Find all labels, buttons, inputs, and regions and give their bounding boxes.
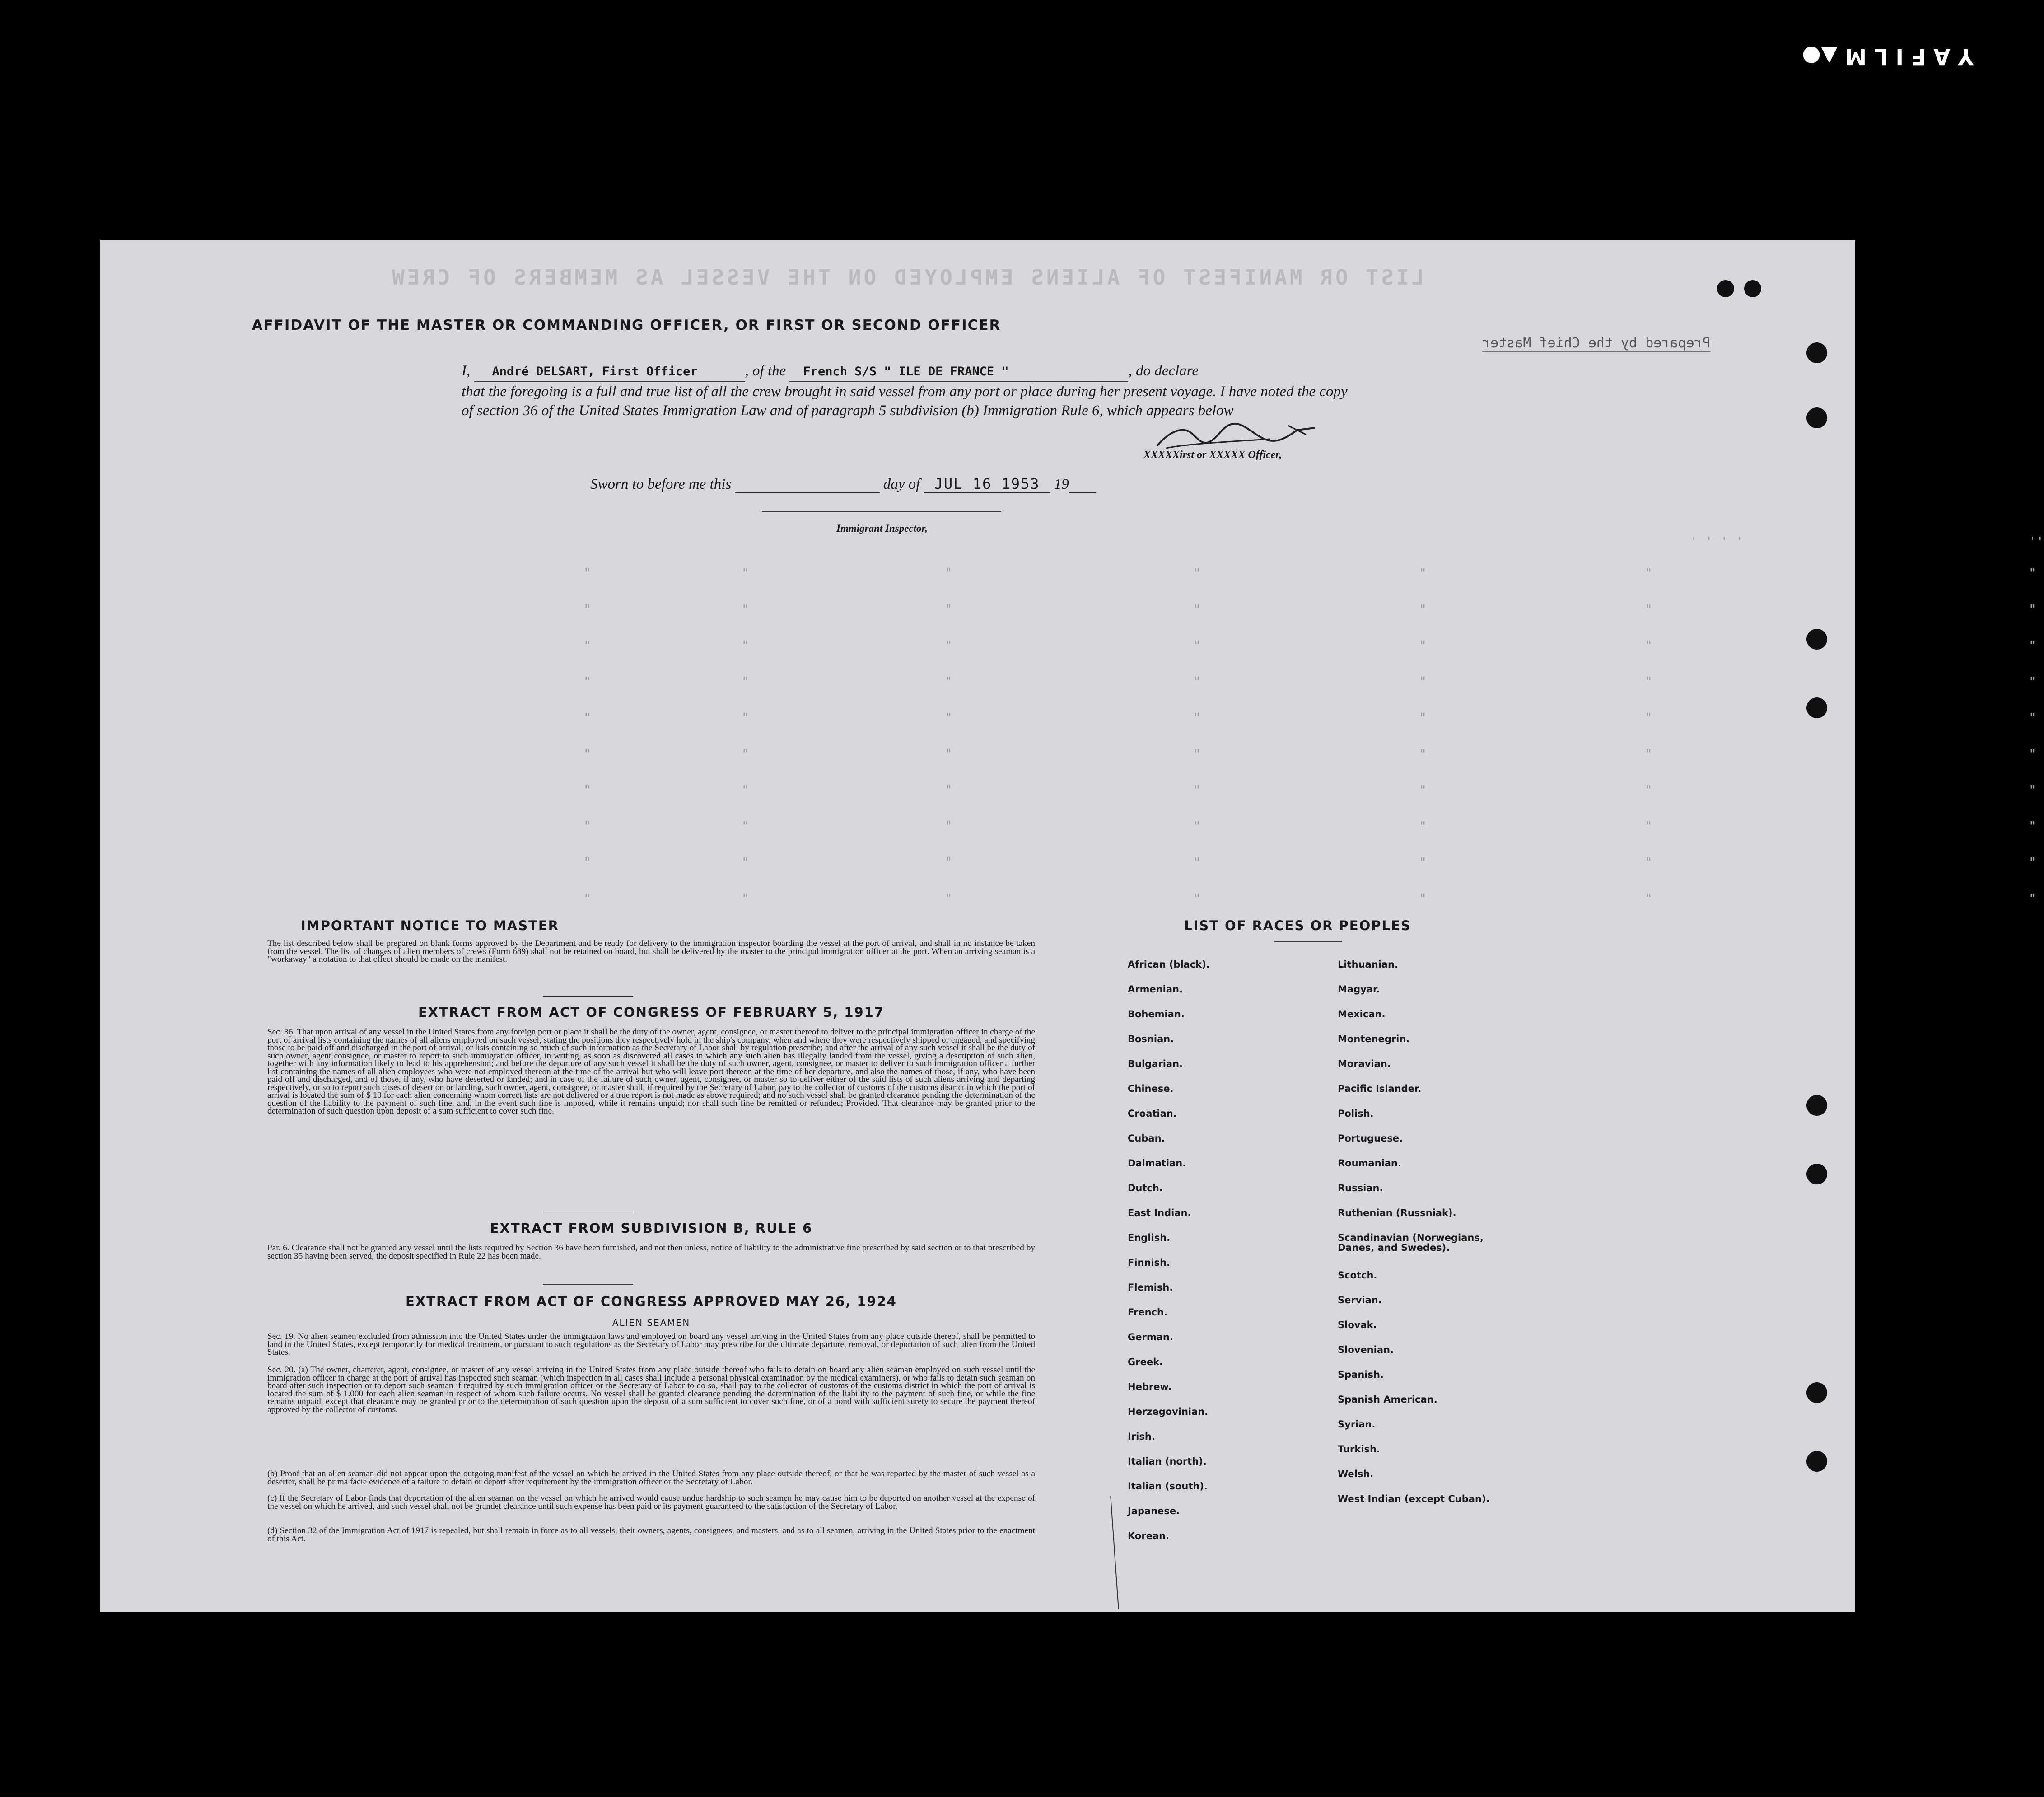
manifest-sheet: LIST OR MANIFEST OF ALIENS EMPLOYED ON THE VESSEL AS MEMBERS OF CREW Prepared by the Chief Master ' ' ' ' '' " " " " " " " " " " " " " " " " " " " " " " " " " " " " " " " " " " " " " " " " " " " " " " " " " " " " " " " " " " " " " " " " " " " " " " AFFIDAVIT OF THE MASTER OR COMMANDING OFFICER, OR FIRST OR SECOND OFFICER I, André DELSART, First Officer , of the French S/S " ILE DE FRANCE " , do declare that the foregoing is a full and true list of all the crew brought in said vessel from any port or place during her present voyage. I have noted the copy of section 36 of the United States Immigration Law and of paragraph 5 subdivision (b) Immigration Rule 6, which appears below XXXXXirst or XXXXX Officer, Sworn to before me this day of JUL 16 1953 19 Immigrant Inspector, IMPORTANT NOTICE TO MASTER The list described below shall be prepared on blank forms approved by the Department and be ready for delivery to the immigration inspector boarding the vessel at the port of arrival, and shall in no instance be taken from the vessel. The list of changes of alien members of crews (Form 689) shall not be retained on board, but shall be delivered by the master to the principal immigration officer at the port. When an arriving seaman is a "workaway" a notation to that effect should be made on the manifest. EXTRACT FROM ACT OF CONGRESS OF FEBRUARY 5, 1917 Sec. 36. That upon arrival of any vessel in the United States from any foreign port or place it shall be the duty of the owner, agent, consignee, or master thereof to deliver to the principal immigration officer in charge of the port of arrival lists containing the names of all aliens employed on such vessel, stating the positions they respectively hold in the ship's company, when and where they were respectively shipped or engaged, and specifying those to be paid off and discharged in the port of arrival; or lists containing so much of such information as the Secretary of Labor shall by regulation prescribe; and after the arrival of any such vessel it shall be the duty of such owner, agent consignee, or master to report to such immigration officer, in writing, as soon as discovered all cases in which any such alien has illegally landed from the vessel, giving a description of such alien, together with any information likely to lead to his apprehension; and before the departure of any such vessel it shall be the duty of such owner, agent, consignee, or master to deliver to such immigration officer a further list containing the names of all alien employees who were not employed thereon at the time of the arrival but who will leave port thereon at the time of her departure, and also the names of those, if any, who have been paid off and discharged, and of those, if any, who have deserted or landed; and in case of the failure of such owner, agent, consignee, or master so to deliver either of the said lists of such aliens arriving and departing respectively, or so to report such cases of desertion or landing, such owner, agent, consignee, or master shall, if required by the Secretary of Labor, pay to the collector of customs of the customs district in which the port of arrival is located the sum of $ 10 for each alien concerning whom correct lists are not delivered or a true report is not made as above required; and no such vessel shall be granted clearance pending the determination of the question of the liability to the payment of such fine, and, in the event such fine is imposed, while it remains unpaid; nor shall such fine be remitted or refunded; Provided. That clearance may be granted prior to the determination of such question upon deposit of a sum sufficient to cover such fine. EXTRACT FROM SUBDIVISION B, RULE 6 Par. 6. Clearance shall not be granted any vessel until the lists required by Section 36 have been furnished, and not then unless, notice of liability to the administrative fine prescribed by said section or to that prescribed by section 35 having been served, the deposit specified in Rule 22 has been made. EXTRACT FROM ACT OF CONGRESS APPROVED MAY 26, 1924 ALIEN SEAMEN Sec. 19. No alien seamen excluded from admission into the United States under the immigration laws and employed on board any vessel arriving in the United States from any place outside thereof, shall be permitted to land in the United States, except temporarily for medical treatment, or pursuant to such regulations as the Secretary of Labor may prescribe for the ultimate departure, removal, or deportation of such alien from the United States. Sec. 20. (a) The owner, charterer, agent, consignee, or master of any vessel arriving in the United States from any place outside thereof who fails to detain on board any alien seaman employed on such vessel until the immigration officer in charge at the port of arrival has inspected such seaman (which inspection in all cases shall include a personal physical examination by the medical examiners), or who fails to detain such seaman on board after such inspection or to deport such seaman if required by such immigration officer or the Secretary of Labor to do so, shall pay to the collector of customs of the customs district in which the port of arrival is located the sum of $ 1.000 for each alien seaman in respect of whom such failure occurs. No vessel shall be granted clearance pending the determination of the liability to the payment of such fine, or while the fine remains unpaid, except that clearance may be granted prior to the determination of such question upon the deposit of a sum sufficient to cover such fine, or of a bond with sufficient surety to secure the payment thereof approved by the collector of customs. (b) Proof that an alien seaman did not appear upon the outgoing manifest of the vessel on which he arrived in the United States from any place outside thereof, or that he was reported by the master of such vessel as a deserter, shall be prima facie evidence of a failure to detain or deport after requirement by the immigration officer or the Secretary of Labor. (c) If the Secretary of Labor finds that deportation of the alien seaman on the vessel on which he arrived would cause undue hardship to such seamen he may cause him to be deported on another vessel at the expense of the vessel on which he arrived, and such vessel shall not be grandet clearance until such expense has been paid or its payment guaranteed to the satisfaction of the Secretary of Labor. (d) Section 32 of the Immigration Act of 1917 is repealed, but shall remain in force as to all vessels, their owners, agents, consignees, and masters, and as to all seamen, arriving in the United States prior to the enactment of this Act. LIST OF RACES OR PEOPLES African (black). Armenian. Bohemian. Bosnian. Bulgarian. Chinese. Croatian. Cuban. Dalmatian. Dutch. East Indian. English. Finnish. Flemish. French. German. Greek. Hebrew. Herzegovinian. Irish. Italian (north). Italian (south). Japanese. Korean. Lithuanian. Magyar. Mexican. Montenegrin. Moravian. Pacific Islander. Polish. Portuguese. Roumanian. Russian. Ruthenian (Russniak). Scandinavian (Norwegians, Danes, and Swedes). Scotch. Servian. Slovak. Slovenian. Spanish. Spanish American. Syrian. Turkish. Welsh. West Indian (except Cuban).	[100, 240, 1855, 1612]
film-edge-marks: Y A F I L M ▲●	[1802, 44, 1974, 69]
race-item: Mexican.	[1338, 1009, 1386, 1020]
vessel-name: French S/S " ILE DE FRANCE "	[789, 362, 1128, 382]
race-item: French.	[1128, 1307, 1167, 1318]
race-item: Chinese.	[1128, 1083, 1174, 1094]
day-of-label: day of	[883, 476, 920, 492]
year-prefix: 19	[1054, 476, 1069, 492]
race-item: English.	[1128, 1232, 1171, 1243]
race-item: Montenegrin.	[1338, 1034, 1410, 1044]
race-item: East Indian.	[1128, 1207, 1191, 1218]
race-item: Dalmatian.	[1128, 1158, 1186, 1169]
race-item: Irish.	[1128, 1431, 1155, 1442]
punch-hole	[1806, 1451, 1827, 1472]
signature-caption: XXXXXirst or XXXXX Officer,	[1143, 449, 1282, 461]
extract-rule6-title: EXTRACT FROM SUBDIVISION B, RULE 6	[490, 1221, 813, 1236]
sworn-line	[590, 475, 1096, 493]
signature	[1153, 421, 1324, 453]
races-right-column	[1338, 959, 1500, 1519]
sworn-label: Sworn to before me this	[590, 476, 732, 492]
punch-hole	[1806, 1382, 1827, 1403]
affidavit-text: that the foregoing is a full and true list of all the crew brought in said vessel from any port or place during her present voyage. I have noted the copy of section 36 of the United States Immigration Law and of paragraph 5 subdivision (b) Immigration Rule 6, which appears below	[462, 384, 1348, 419]
sec-19-text: Sec. 19. No alien seamen excluded from admission into the United States under the immigration laws and employed on board any vessel arriving in the United States from any place outside thereof, shall be permitted to land in the United States, except temporarily for medical treatment, or pursuant to such regulations as the Secretary of Labor may prescribe for the ultimate departure, removal, or deportation of such alien from the United States.	[267, 1332, 1035, 1357]
race-item: Armenian.	[1128, 984, 1183, 995]
race-item: Moravian.	[1338, 1058, 1391, 1069]
race-item: Flemish.	[1128, 1282, 1173, 1293]
race-item: Pacific Islander.	[1338, 1083, 1422, 1094]
punch-hole	[1806, 407, 1827, 428]
notice-text: The list described below shall be prepared on blank forms approved by the Department and be ready for delivery to the immigration inspector boarding the vessel at the port of arrival, and shall in no instance be taken from the vessel. The list of changes of alien members of crews (Form 689) shall not be retained on board, but shall be delivered by the master to the principal immigration officer at the port. When an arriving seaman is a "workaway" a notation to that effect should be made on the manifest.	[267, 939, 1035, 964]
race-item: Hebrew.	[1128, 1381, 1172, 1392]
extract-1917-text: Sec. 36. That upon arrival of any vessel in the United States from any foreign port or place it shall be the duty of the owner, agent, consignee, or master thereof to deliver to the principal immigration officer in charge of the port of arrival lists containing the names of all aliens employed on such vessel, stating the positions they respectively hold in the ship's company, when and where they were respectively shipped or engaged, and specifying those to be paid off and discharged in the port of arrival; or lists containing so much of such information as the Secretary of Labor shall by regulation prescribe; and after the arrival of any such vessel it shall be the duty of such owner, agent consignee, or master to report to such immigration officer, in writing, as soon as discovered all cases in which any such alien has illegally landed from the vessel, giving a description of such alien, together with any information likely to lead to his apprehension; and before the departure of any such vessel it shall be the duty of such owner, agent, consignee, or master to deliver to such immigration officer a further list containing the names of all alien employees who were not employed thereon at the time of the arrival but who will leave port thereon at the time of her departure, and also the names of those, if any, who have been paid off and discharged, and of those, if any, who have deserted or landed; and in case of the failure of such owner, agent, consignee, or master so to deliver either of the said lists of such aliens arriving and departing respectively, or so to report such cases of desertion or landing, such owner, agent, consignee, or master shall, if required by the Secretary of Labor, pay to the collector of customs of the customs district in which the port of arrival is located the sum of $ 10 for each alien concerning whom correct lists are not delivered or a true report is not made as above required; and no such vessel shall be granted clearance pending the determination of the question of the liability to the payment of such fine, and, in the event such fine is imposed, while it remains unpaid; nor shall such fine be remitted or refunded; Provided. That clearance may be granted prior to the determination of such question upon deposit of a sum sufficient to cover such fine.	[267, 1027, 1036, 1116]
race-item: Polish.	[1338, 1108, 1374, 1119]
race-item: Spanish.	[1338, 1369, 1384, 1380]
race-item: African (black).	[1128, 959, 1210, 970]
races-title: LIST OF RACES OR PEOPLES	[1184, 918, 1411, 933]
race-item: Dutch.	[1128, 1183, 1163, 1193]
race-item: Slovenian.	[1338, 1344, 1394, 1355]
race-item: West Indian (except Cuban).	[1338, 1493, 1490, 1504]
race-item: Russian.	[1338, 1183, 1383, 1193]
do-declare-label: , do declare	[1128, 363, 1199, 379]
race-item: German.	[1128, 1332, 1173, 1343]
divider	[1274, 941, 1342, 942]
race-item: Croatian.	[1128, 1108, 1177, 1119]
race-item: Servian.	[1338, 1295, 1382, 1306]
race-item: Lithuanian.	[1338, 959, 1398, 970]
punch-hole	[1806, 697, 1827, 718]
alien-seamen-subtitle: ALIEN SEAMEN	[612, 1317, 691, 1328]
prepared-by-note: Prepared by the Chief Master	[1482, 335, 1711, 351]
race-item: Italian (north).	[1128, 1456, 1207, 1467]
race-item: Turkish.	[1338, 1444, 1380, 1455]
punch-hole	[1806, 1164, 1827, 1184]
notice-title: IMPORTANT NOTICE TO MASTER	[300, 918, 560, 933]
divider	[543, 996, 633, 997]
race-item: Syrian.	[1338, 1419, 1376, 1430]
race-item: Cuban.	[1128, 1133, 1165, 1144]
of-the-label: , of the	[745, 363, 786, 379]
extract-1924-title: EXTRACT FROM ACT OF CONGRESS APPROVED MAY 26, 1924	[406, 1294, 897, 1309]
race-item: Bohemian.	[1128, 1009, 1185, 1020]
race-item: Bosnian.	[1128, 1034, 1174, 1044]
race-item: Greek.	[1128, 1357, 1163, 1367]
extract-rule6-text: Par. 6. Clearance shall not be granted any vessel until the lists required by Section 36 have been furnished, and not then unless, notice of liability to the administrative fine prescribed by said section or to that prescribed by section 35 having been served, the deposit specified in Rule 22 has been made.	[267, 1243, 1035, 1261]
stray-mark	[1110, 1496, 1119, 1609]
officer-name: André DELSART, First Officer	[474, 362, 745, 382]
race-item: Herzegovinian.	[1128, 1406, 1209, 1417]
day-blank	[735, 492, 880, 493]
sec-20d-text: (d) Section 32 of the Immigration Act of 1917 is repealed, but shall remain in force as to all vessels, their owners, agents, consignees, and masters, and as to all seamen, arriving in the United States prior to the enactment of this Act.	[267, 1526, 1035, 1544]
year-blank	[1069, 492, 1096, 493]
inspector-label: Immigrant Inspector,	[836, 523, 928, 534]
race-item: Magyar.	[1338, 984, 1380, 995]
divider	[543, 1284, 633, 1285]
ghost-title: LIST OR MANIFEST OF ALIENS EMPLOYED ON THE VESSEL AS MEMBERS OF CREW	[389, 265, 1424, 290]
race-item: Korean.	[1128, 1530, 1170, 1541]
race-item: Finnish.	[1128, 1257, 1171, 1268]
sec-20a-text: Sec. 20. (a) The owner, charterer, agent, consignee, or master of any vessel arriving in the United States from any place outside thereof who fails to detain on board any alien seaman employed on such vessel until the immigration officer in charge at the port of arrival has inspected such seaman (which inspection in all cases shall include a personal physical examination by the medical examiners), or who fails to detain such seaman on board after such inspection or to deport such seaman if required by such immigration officer or the Secretary of Labor to do so, shall pay to the collector of customs of the customs district in which the port of arrival is located the sum of $ 1.000 for each alien seaman in respect of whom such failure occurs. No vessel shall be granted clearance pending the determination of the liability to the payment of such fine, or while the fine remains unpaid, except that clearance may be granted prior to the determination of such question upon the deposit of a sum sufficient to cover such fine, or of a bond with sufficient surety to secure the payment thereof approved by the collector of customs.	[267, 1365, 1035, 1414]
race-item: Japanese.	[1128, 1506, 1180, 1516]
race-item: Bulgarian.	[1128, 1058, 1183, 1069]
i-label: I,	[462, 363, 471, 379]
race-item: Scotch.	[1338, 1270, 1377, 1281]
race-item: Scandinavian (Norwegians, Danes, and Swedes).	[1338, 1232, 1484, 1253]
race-item: Spanish American.	[1338, 1394, 1437, 1405]
race-item: Portuguese.	[1338, 1133, 1403, 1144]
race-item: Welsh.	[1338, 1469, 1374, 1479]
race-item: Ruthenian (Russniak).	[1338, 1207, 1456, 1218]
race-item: Slovak.	[1338, 1320, 1377, 1330]
race-item: Roumanian.	[1338, 1158, 1401, 1169]
affidavit-title: AFFIDAVIT OF THE MASTER OR COMMANDING OFFICER, OR FIRST OR SECOND OFFICER	[252, 317, 1001, 333]
races-left-column	[1128, 959, 1263, 1556]
extract-1917-title: EXTRACT FROM ACT OF CONGRESS OF FEBRUARY 5, 1917	[418, 1005, 885, 1020]
sec-20c-text: (c) If the Secretary of Labor finds that deportation of the alien seaman on the vessel on which he arrived would cause undue hardship to such seamen he may cause him to be deported on another vessel at the expense of the vessel on which he arrived, and such vessel shall not be grandet clearance until such expense has been paid or its payment guaranteed to the satisfaction of the Secretary of Labor.	[267, 1493, 1035, 1511]
punch-hole	[1806, 629, 1827, 650]
punch-hole	[1806, 1095, 1827, 1116]
punch-hole	[1717, 280, 1734, 297]
punch-hole	[1806, 342, 1827, 363]
race-item: Italian (south).	[1128, 1481, 1208, 1492]
affidavit-body	[462, 361, 1351, 420]
date-stamp: JUL 16 1953	[924, 475, 1050, 493]
inspector-signature-line	[762, 511, 1001, 512]
sec-20b-text: (b) Proof that an alien seaman did not appear upon the outgoing manifest of the vessel on which he arrived in the United States from any place outside thereof, or that he was reported by the master of such vessel as a deserter, shall be prima facie evidence of a failure to detain or deport after requirement by the immigration officer or the Secretary of Labor.	[267, 1469, 1035, 1487]
punch-hole	[1744, 280, 1761, 297]
